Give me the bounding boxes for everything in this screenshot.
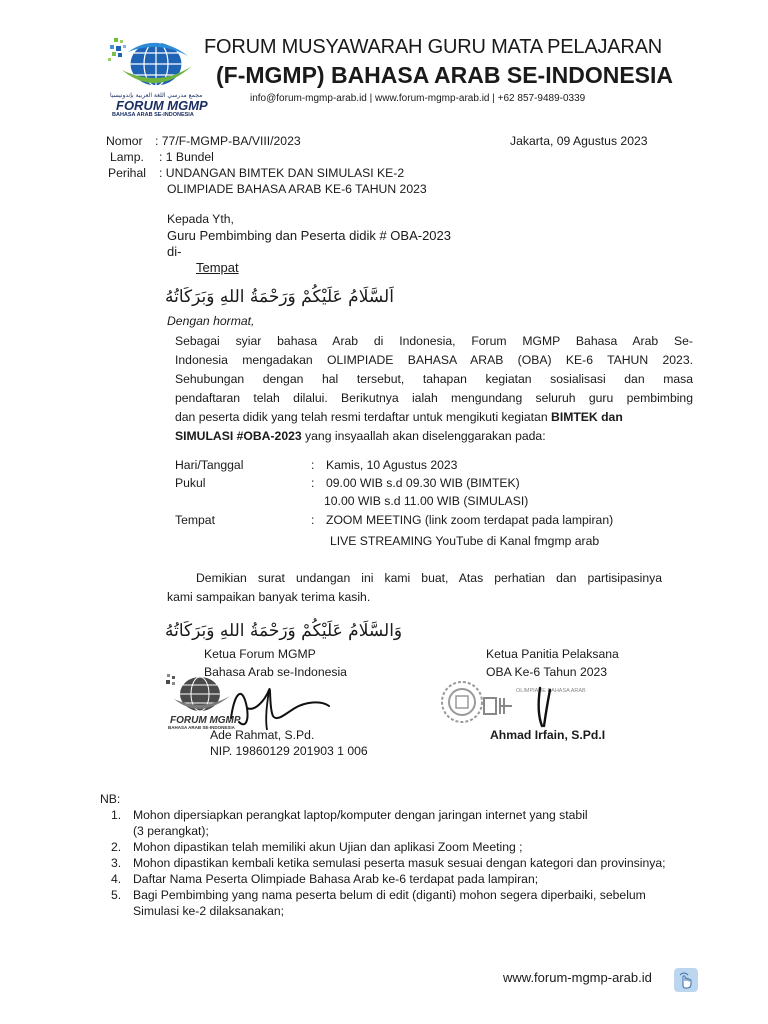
hari-label: Hari/Tanggal bbox=[175, 458, 244, 472]
header-contact: info@forum-mgmp-arab.id | www.forum-mgmp-arab.id | +62 857-9489-0339 bbox=[250, 93, 586, 104]
left-signer-name: Ade Rahmat, S.Pd. bbox=[210, 728, 315, 742]
left-signer-title1: Ketua Forum MGMP bbox=[204, 647, 316, 661]
stamp-caption: OLIMPIADE BAHASA ARAB bbox=[516, 688, 586, 694]
perihal-value-line2: OLIMPIADE BAHASA ARAB KE-6 TAHUN 2023 bbox=[167, 182, 427, 196]
perihal-label: Perihal bbox=[108, 166, 146, 180]
header-title-line2: (F-MGMP) BAHASA ARAB SE-INDONESIA bbox=[216, 62, 674, 88]
nb-item-1-num: 1. bbox=[111, 808, 122, 822]
greeting: Dengan hormat, bbox=[167, 314, 255, 328]
left-stamp-text: FORUM MGMP bbox=[170, 715, 241, 726]
tempat-value1: ZOOM MEETING (link zoom terdapat pada lampiran) bbox=[326, 513, 614, 527]
tempat-value2: LIVE STREAMING YouTube di Kanal fmgmp arab bbox=[330, 534, 600, 548]
tempat-colon: : bbox=[311, 513, 315, 527]
globe-logo-icon bbox=[108, 36, 196, 98]
right-signer-name: Ahmad Irfain, S.Pd.I bbox=[490, 728, 606, 742]
left-signature-icon bbox=[225, 678, 335, 734]
paragraph-line4: pendaftaran telah dilalui. Berikutnya ialah mengundang seluruh guru pembimbing bbox=[175, 391, 693, 405]
lamp-label: Lamp. bbox=[110, 150, 144, 164]
footer-website: www.forum-mgmp-arab.id bbox=[503, 970, 652, 985]
closing-line2: kami sampaikan banyak terima kasih. bbox=[167, 590, 371, 604]
nb-item-1-line2: (3 perangkat); bbox=[133, 824, 209, 838]
nomor-label: Nomor bbox=[106, 134, 143, 148]
kepada-yth: Kepada Yth, bbox=[167, 212, 234, 226]
nb-item-5-num: 5. bbox=[111, 888, 122, 902]
nb-item-2-num: 2. bbox=[111, 840, 122, 854]
letter-date: Jakarta, 09 Agustus 2023 bbox=[510, 134, 648, 148]
recipient: Guru Pembimbing dan Peserta didik # OBA-2023 bbox=[167, 228, 451, 243]
pukul-label: Pukul bbox=[175, 476, 206, 490]
logo-subtext: BAHASA ARAB SE-INDONESIA bbox=[112, 112, 194, 118]
tempat-heading: Tempat bbox=[196, 260, 239, 275]
left-signer-nip: NIP. 19860129 201903 1 006 bbox=[210, 744, 368, 758]
paragraph-line6-text: yang insyaallah akan diselenggarakan pada: bbox=[305, 429, 546, 443]
logo-text: FORUM MGMP bbox=[116, 98, 208, 113]
touch-hand-icon[interactable] bbox=[674, 968, 698, 992]
tempat-label: Tempat bbox=[175, 513, 215, 527]
nb-item-5-line2: Simulasi ke-2 dilaksanakan; bbox=[133, 904, 285, 918]
left-signer-title2: Bahasa Arab se-Indonesia bbox=[204, 665, 347, 679]
hari-colon: : bbox=[311, 458, 315, 472]
nb-label: NB: bbox=[100, 792, 121, 806]
nomor-value: : 77/F-MGMP-BA/VIII/2023 bbox=[155, 134, 301, 148]
nb-item-3-line1: Mohon dipastikan kembali ketika semulasi peserta masuk sesuai dengan kategori dan provinsinya; bbox=[133, 856, 666, 870]
pukul-colon: : bbox=[311, 476, 315, 490]
paragraph-line5 bbox=[175, 410, 623, 426]
header-title-line1: FORUM MUSYAWARAH GURU MATA PELAJARAN bbox=[204, 36, 663, 58]
paragraph-line3: Sehubungan dengan hal tersebut, tahapan kegiatan sosialisasi dan masa bbox=[175, 372, 693, 386]
closing-line1: Demikian surat undangan ini kami buat, Atas perhatian dan partisipasinya bbox=[196, 571, 662, 585]
pukul-value1: 09.00 WIB s.d 09.30 WIB (BIMTEK) bbox=[326, 476, 520, 490]
left-stamp-subtext: BAHASA ARAB SE-INDONESIA bbox=[168, 725, 235, 730]
lamp-value: : 1 Bundel bbox=[159, 150, 214, 164]
di-label: di- bbox=[167, 244, 182, 259]
paragraph-line5-text: dan peserta didik yang telah resmi terdaftar untuk mengikuti kegiatan bbox=[175, 410, 548, 424]
forum-mgmp-logo bbox=[108, 36, 208, 122]
nb-item-4-num: 4. bbox=[111, 872, 122, 886]
paragraph-line2: Indonesia mengadakan OLIMPIADE BAHASA ARAB (OBA) KE-6 TAHUN 2023. bbox=[175, 353, 693, 367]
salam-closing: وَالسَّلَامُ عَلَيْكُمْ وَرَحْمَةُ اللهِ وَبَرَكَاتُهُ bbox=[165, 621, 403, 641]
paragraph-line6 bbox=[175, 429, 546, 445]
right-signer-title2: OBA Ke-6 Tahun 2023 bbox=[486, 665, 608, 679]
paragraph-line1: Sebagai syiar bahasa Arab di Indonesia, Forum MGMP Bahasa Arab Se- bbox=[175, 334, 693, 348]
hari-value: Kamis, 10 Agustus 2023 bbox=[326, 458, 458, 472]
pukul-value2: 10.00 WIB s.d 11.00 WIB (SIMULASI) bbox=[324, 494, 529, 508]
globe-stamp-icon bbox=[164, 672, 234, 716]
simulasi-highlight: SIMULASI #OBA-2023 bbox=[175, 429, 302, 443]
right-signer-title1: Ketua Panitia Pelaksana bbox=[486, 647, 619, 661]
left-stamp-logo bbox=[164, 672, 241, 736]
nb-item-5-line1: Bagi Pembimbing yang nama peserta belum di edit (diganti) mohon segera diperbaiki, sebelum bbox=[133, 888, 646, 902]
perihal-value-line1: : UNDANGAN BIMTEK DAN SIMULASI KE-2 bbox=[159, 166, 405, 180]
right-signature-icon bbox=[530, 682, 570, 730]
nb-item-4-line1: Daftar Nama Peserta Olimpiade Bahasa Arab ke-6 terdapat pada lampiran; bbox=[133, 872, 539, 886]
salam-opening: اَلسَّلَامُ عَلَيْكُمْ وَرَحْمَةُ اللهِ وَبَرَكَاتُهُ bbox=[165, 287, 394, 307]
nb-item-2-line1: Mohon dipastikan telah memiliki akun Ujian dan aplikasi Zoom Meeting ; bbox=[133, 840, 523, 854]
bimtek-highlight: BIMTEK dan bbox=[551, 410, 623, 424]
nb-item-1-line1: Mohon dipersiapkan perangkat laptop/komputer dengan jaringan internet yang stabil bbox=[133, 808, 588, 822]
logo-arabic-text: مجمع مدرسي اللغة العربية بإندونيسيا bbox=[110, 92, 203, 99]
pointer-hand-icon bbox=[674, 968, 698, 992]
nb-item-3-num: 3. bbox=[111, 856, 122, 870]
